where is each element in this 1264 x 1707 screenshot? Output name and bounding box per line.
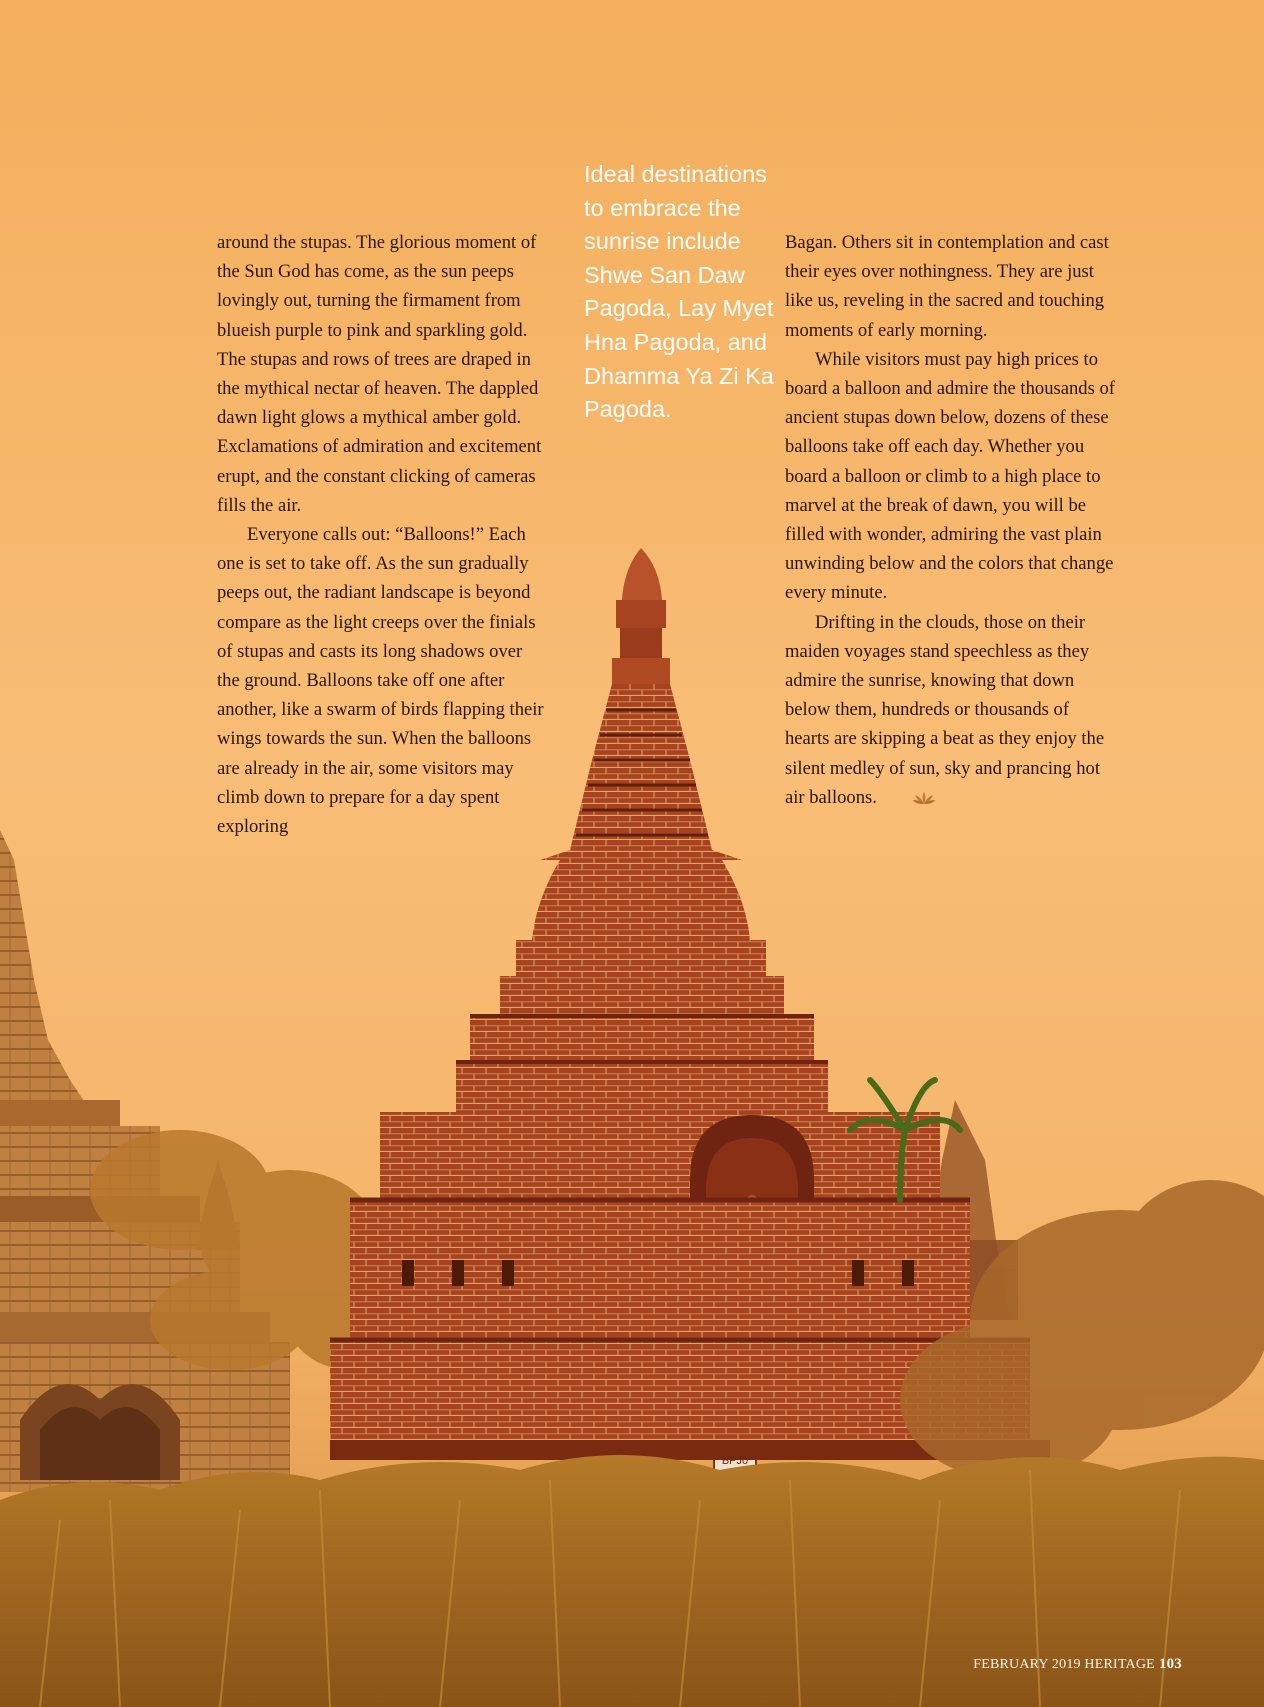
pull-quote: Ideal destinations to embrace the sunrise include Shwe San Daw Pagoda, Lay Myet Hna Pagoda, and Dhamma Ya Zi Ka Pagoda. — [584, 161, 774, 423]
article-right-column — [785, 228, 1115, 814]
page-footer — [973, 1656, 1182, 1673]
page-number: 103 — [1158, 1656, 1182, 1672]
paragraph: Everyone calls out: “Balloons!” Each one is set to take off. As the sun gradually peeps out, the radiant landscape is beyond compare as the light creeps over the finials of stupas and casts its long shadows over the ground. Balloons take off one after another, like a swarm of birds flapping their wings towards the sun. When the balloons are already in the air, some visitors may climb down to prepare for a day spent exploring — [217, 524, 544, 838]
paragraph — [785, 608, 1115, 814]
article-left-column — [217, 228, 547, 841]
paragraph: Bagan. Others sit in contemplation and cast their eyes over nothingness. They are just like us, reveling in the sacred and touching moments of early morning. — [785, 232, 1109, 341]
paragraph: around the stupas. The glorious moment of the Sun God has come, as the sun peeps lovingly out, turning the firmament from blueish purple to pink and sparkling gold. The stupas and rows of trees are draped in the mythical nectar of heaven. The dappled dawn light glows a mythical amber gold. Exclamations of admiration and excitement erupt, and the constant clicking of cameras fills the air. — [217, 232, 542, 516]
stupa-plaque-text: BPJ0 — [721, 1455, 749, 1467]
paragraph-text: Drifting in the clouds, those on their maiden voyages stand speechless as they admire the sunrise, knowing that down below them, hundreds or thousands of hearts are skipping a beat as they enjoy the silent medley of sun, sky and prancing hot air balloons. — [785, 611, 1105, 808]
paragraph: While visitors must pay high prices to board a balloon and admire the thousands of ancient stupas down below, dozens of these balloons take off each day. Whether you board a balloon or climb to a high place to marvel at the break of dawn, you will be filled with wonder, admiring the vast plain unwinding below and the colors that change every minute. — [785, 348, 1115, 604]
issue-label: FEBRUARY 2019 HERITAGE — [973, 1657, 1155, 1672]
lotus-icon — [883, 785, 935, 814]
